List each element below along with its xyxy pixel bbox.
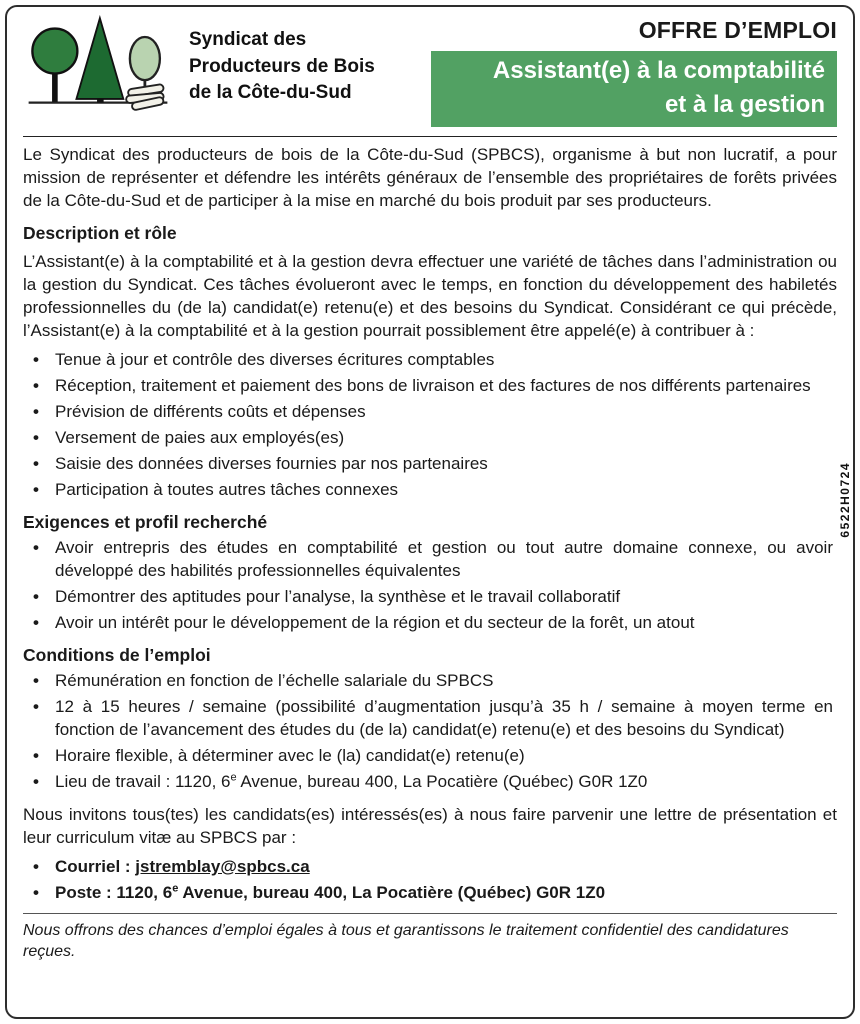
- header-right: [431, 15, 837, 127]
- job-ad-container: [5, 5, 855, 1019]
- list-item: [23, 348, 837, 371]
- postal-pre: Poste : 1120, 6: [55, 882, 173, 902]
- bullet-text: [55, 881, 837, 904]
- description-paragraph: L’Assistant(e) à la comptabilité et à la gestion devra effectuer une variété de tâches dans l’administration ou la gestion du Syndicat. Ces tâches évolueront avec le temps, en fonction du développement des habiletés professionnelles du (de la) candidat(e) retenu(e) et des besoins du Syndicat. Considérant ce qui précède, l’Assistant(e) à la comptabilité et à la gestion pourrait possiblement être appelé(e) à contribuer à :: [23, 251, 837, 340]
- contact-bullet-list: [23, 855, 837, 904]
- section-heading-conditions: Conditions de l’emploi: [23, 644, 211, 665]
- logo-line-3: de la Côte-du-Sud: [189, 82, 352, 104]
- bullet-icon: •: [33, 479, 39, 499]
- description-bullet-list: [23, 348, 837, 501]
- postal-post: Avenue, bureau 400, La Pocatière (Québec) G0R 1Z0: [178, 882, 606, 902]
- bullet-icon: •: [33, 856, 39, 876]
- bullet-text: Rémunération en fonction de l’échelle salariale du SPBCS: [55, 670, 494, 690]
- bullet-text: 12 à 15 heures / semaine (possibilité d’augmentation jusqu’à 35 h / semaine à moyen terme en fonction de l’avancement des études du (de la) candidat(e) retenu(e) et des besoins du Syndicat): [55, 696, 833, 739]
- bullet-icon: •: [33, 375, 39, 395]
- bullet-text: Avoir un intérêt pour le développement de la région et du secteur de la forêt, un atout: [55, 612, 695, 632]
- workplace-post: Avenue, bureau 400, La Pocatière (Québec) G0R 1Z0: [236, 771, 648, 791]
- bullet-text: [55, 770, 837, 793]
- header-separator: [23, 136, 837, 137]
- list-item: [23, 536, 837, 582]
- list-item: [23, 669, 837, 692]
- section-heading-description: Description et rôle: [23, 222, 177, 243]
- bullet-icon: •: [33, 612, 39, 632]
- bullet-icon: •: [33, 696, 39, 716]
- bullet-icon: •: [33, 745, 39, 765]
- logo-wordmark: [189, 27, 375, 107]
- logo-line-2: Producteurs de Bois: [189, 55, 375, 77]
- email-label: Courriel :: [55, 856, 136, 876]
- logo: [23, 15, 431, 119]
- bullet-text: [55, 855, 837, 878]
- bullet-icon: •: [33, 401, 39, 421]
- list-item: [23, 611, 837, 634]
- email-link[interactable]: jstremblay@spbcs.ca: [135, 856, 310, 876]
- list-item: [23, 744, 837, 767]
- bullet-text: Saisie des données diverses fournies par nos partenaires: [55, 453, 488, 473]
- bullet-icon: •: [33, 427, 39, 447]
- bullet-icon: •: [33, 349, 39, 369]
- bullet-text: Participation à toutes autres tâches connexes: [55, 479, 399, 499]
- list-item-email: [23, 855, 837, 878]
- job-title-line-2: et à la gestion: [664, 90, 825, 118]
- logo-trees-icon: [23, 15, 173, 119]
- postal-sup: e: [172, 882, 179, 895]
- list-item: [23, 452, 837, 475]
- header: [23, 15, 837, 127]
- equal-opportunity-notice: Nous offrons des chances d’emploi égales à tous et garantissons le traitement confidentiel des candidatures reçues.: [23, 913, 837, 962]
- section-heading-exigences: Exigences et profil recherché: [23, 511, 268, 532]
- intro-paragraph: Le Syndicat des producteurs de bois de la Côte-du-Sud (SPBCS), organisme à but non lucratif, a pour mission de représenter et défendre les intérêts généraux de l’ensemble des propriétaires de forêts privées de la Côte-du-Sud et de participer à la mise en marché du bois produit par ses producteurs.: [23, 144, 837, 210]
- bullet-icon: •: [33, 670, 39, 690]
- workplace-sup: e: [230, 771, 237, 784]
- job-title-line-1: Assistant(e) à la comptabilité: [492, 56, 825, 84]
- list-item: [23, 400, 837, 423]
- list-item: [23, 478, 837, 501]
- logo-line-1: Syndicat des: [189, 29, 307, 51]
- list-item: [23, 426, 837, 449]
- bullet-text: Horaire flexible, à déterminer avec le (la) candidat(e) retenu(e): [55, 745, 525, 765]
- bullet-icon: •: [33, 771, 39, 791]
- list-item: [23, 374, 837, 397]
- bullet-text: Versement de paies aux employés(es): [55, 427, 345, 447]
- bullet-text: Démontrer des aptitudes pour l’analyse, la synthèse et le travail collaboratif: [55, 586, 621, 606]
- bullet-text: Prévision de différents coûts et dépenses: [55, 401, 366, 421]
- bullet-text: Avoir entrepris des études en comptabilité et gestion ou tout autre domaine connexe, ou avoir développé des habilités professionnelles équivalentes: [55, 537, 833, 580]
- bullet-icon: •: [33, 453, 39, 473]
- bullet-icon: •: [33, 882, 39, 902]
- bullet-text: Tenue à jour et contrôle des diverses écritures comptables: [55, 349, 495, 369]
- conditions-bullet-list: [23, 669, 837, 793]
- list-item: [23, 695, 837, 741]
- bullet-icon: •: [33, 586, 39, 606]
- reference-code: 6522H0724: [838, 462, 852, 538]
- exigences-bullet-list: [23, 536, 837, 634]
- list-item: [23, 585, 837, 608]
- list-item-postal: [23, 881, 837, 904]
- list-item-workplace: [23, 770, 837, 793]
- offer-label: OFFRE D’EMPLOI: [638, 17, 837, 43]
- closing-paragraph: Nous invitons tous(tes) les candidats(es) intéressés(es) à nous faire parvenir une lettre de présentation et leur curriculum vitæ au SPBCS par :: [23, 804, 837, 847]
- bullet-icon: •: [33, 537, 39, 557]
- job-title-banner: [431, 51, 837, 127]
- workplace-pre: Lieu de travail : 1120, 6: [55, 771, 231, 791]
- bullet-text: Réception, traitement et paiement des bons de livraison et des factures de nos différents partenaires: [55, 375, 811, 395]
